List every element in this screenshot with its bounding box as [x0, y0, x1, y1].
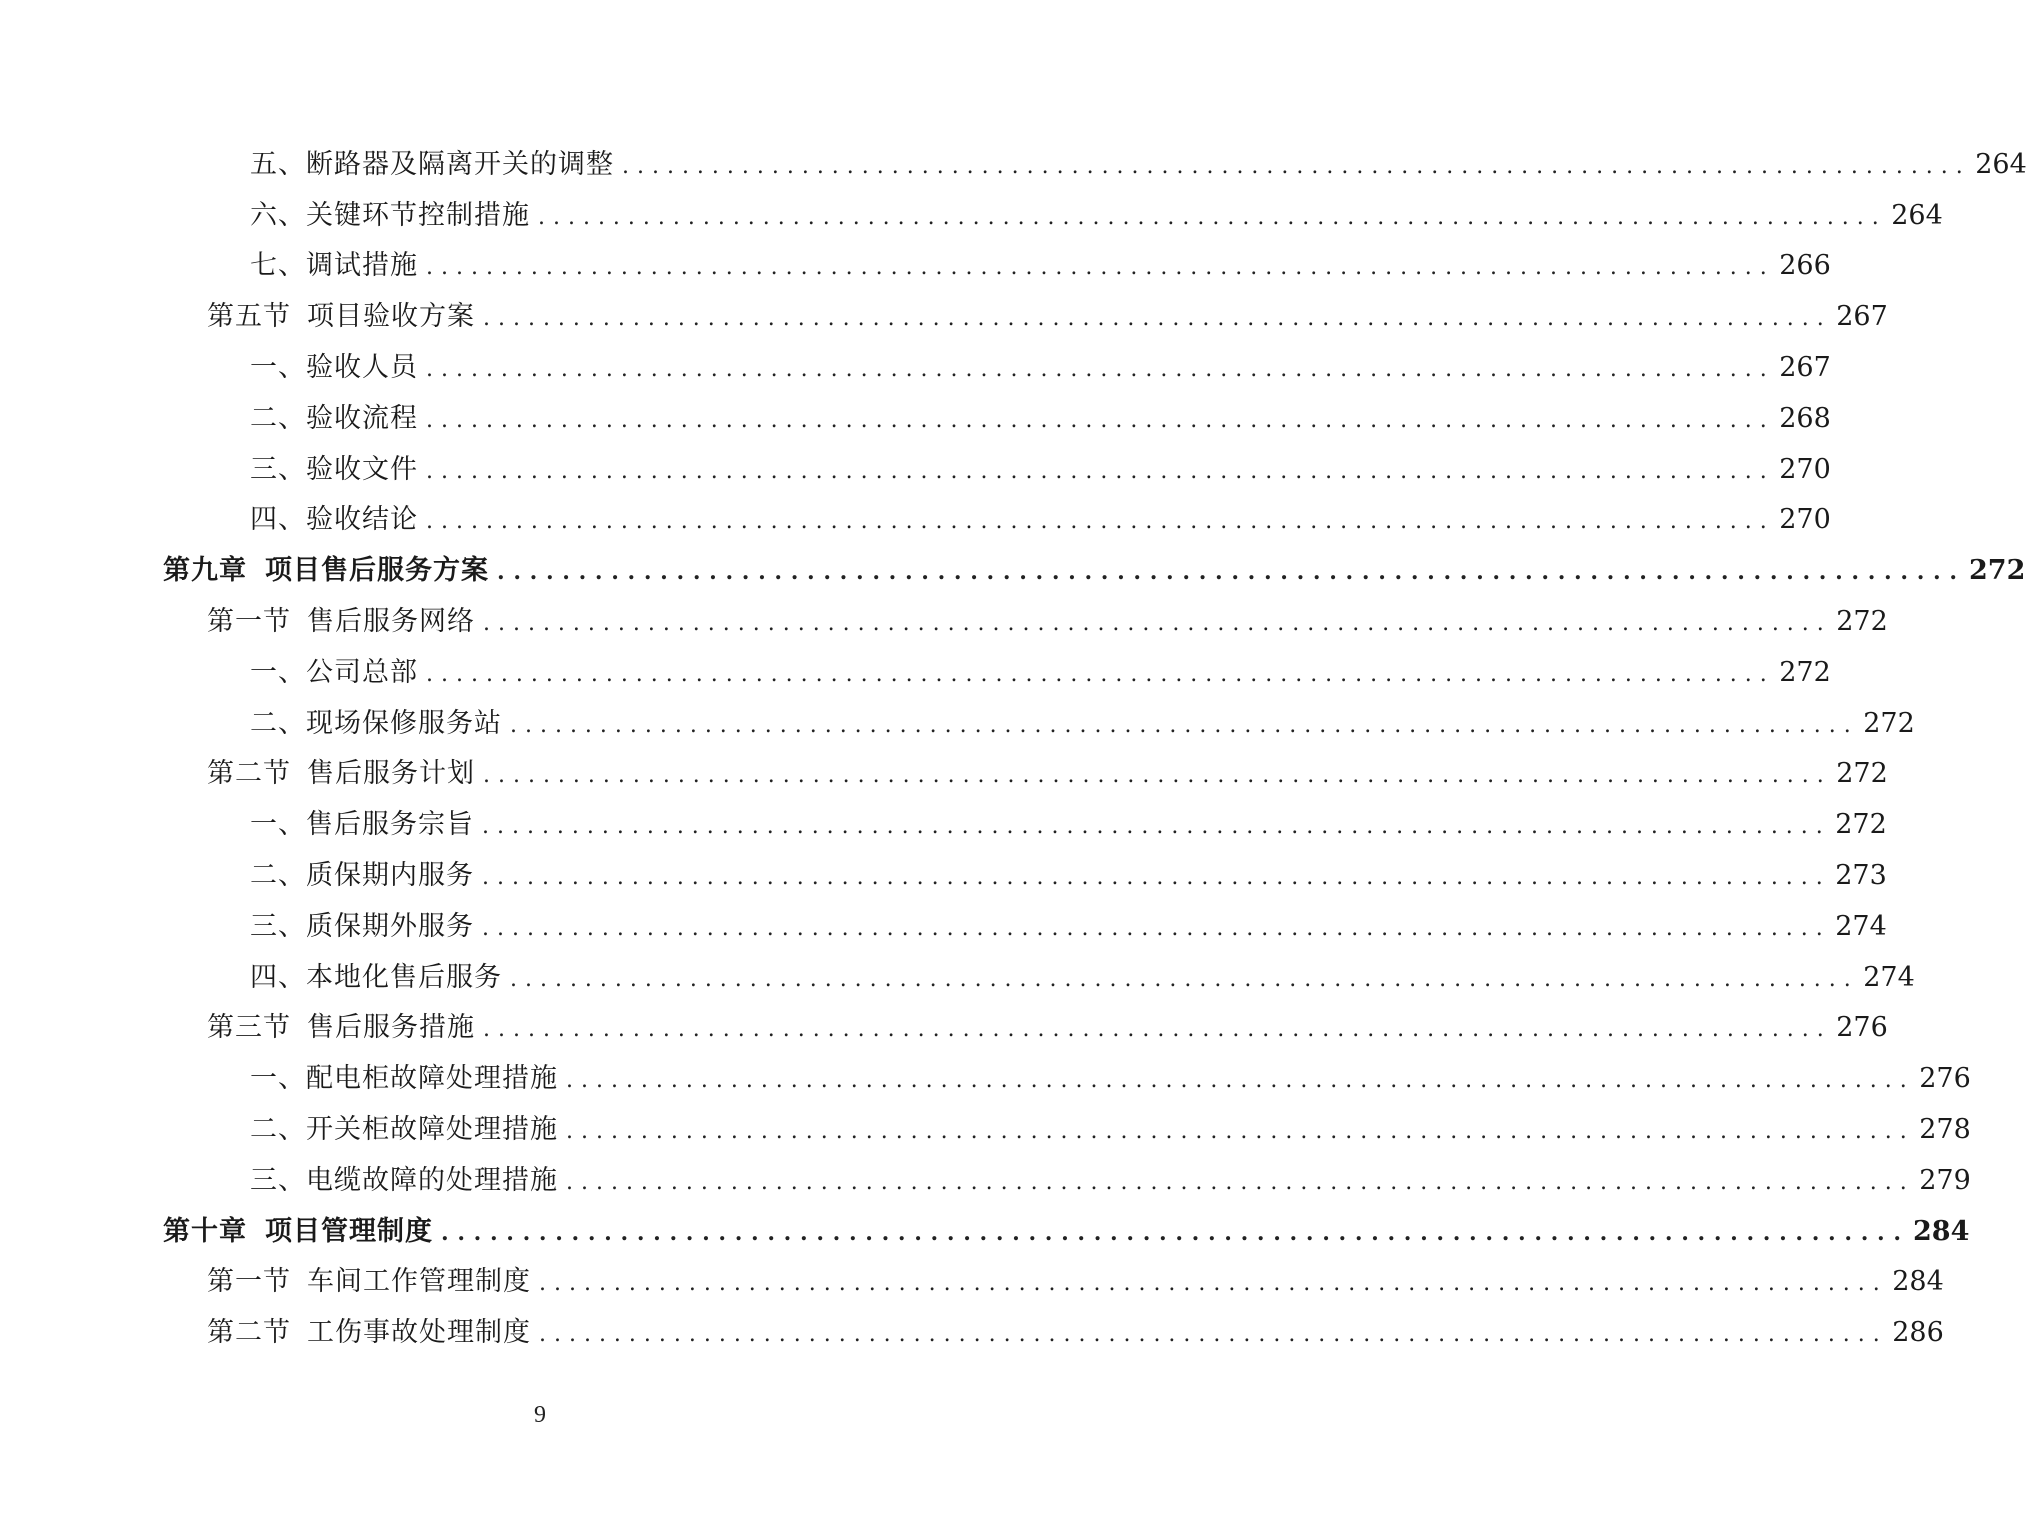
- toc-entry-page: 266: [1779, 250, 1831, 282]
- toc-entry[interactable]: [0, 238, 1831, 289]
- toc-entry-number: 六、: [250, 199, 306, 231]
- toc-entry[interactable]: [0, 339, 1831, 390]
- toc-entry-number: 四、: [250, 504, 306, 536]
- toc-entry-title: [207, 599, 475, 638]
- toc-entry-page: 273: [1835, 860, 1887, 892]
- toc-entry-name: 质保期外服务: [306, 910, 474, 942]
- toc-entry-name: 车间工作管理制度: [307, 1266, 531, 1298]
- toc-entry-page: 276: [1919, 1063, 1971, 1095]
- toc-entry-title: [250, 802, 474, 841]
- toc-entry-name: 项目售后服务方案: [265, 555, 489, 587]
- toc-entry[interactable]: [0, 746, 1888, 797]
- dot-leader: [510, 967, 1851, 992]
- toc-entry-name: 开关柜故障处理措施: [306, 1114, 558, 1146]
- toc-entry-number: 第二节: [207, 758, 291, 790]
- page-number: 9: [534, 1402, 546, 1428]
- toc-entry-name: 公司总部: [306, 656, 418, 688]
- toc-entry-number: 一、: [250, 352, 306, 384]
- toc-entry-number: 一、: [250, 1063, 306, 1095]
- toc-entry-name: 工伤事故处理制度: [307, 1317, 531, 1349]
- toc-chapter-entry[interactable]: [0, 542, 2026, 593]
- dot-leader: [539, 1271, 1880, 1296]
- toc-entry-title: [250, 853, 474, 892]
- dot-leader: [483, 1017, 1824, 1042]
- toc-entry-title: [163, 1209, 433, 1248]
- toc-entry-page: 278: [1919, 1114, 1971, 1146]
- toc-entry-page: 272: [1836, 758, 1888, 790]
- toc-entry[interactable]: [0, 644, 1831, 695]
- toc-entry-name: 断路器及隔离开关的调整: [306, 148, 614, 180]
- toc-entry-number: 二、: [250, 860, 306, 892]
- dot-leader: [566, 1068, 1907, 1093]
- toc-entry-title: [250, 904, 474, 943]
- toc-entry-page: 284: [1892, 1266, 1944, 1298]
- toc-entry[interactable]: [0, 1304, 1944, 1355]
- toc-entry-number: 二、: [250, 402, 306, 434]
- toc-entry[interactable]: [0, 187, 1943, 238]
- toc-entry-number: 二、: [250, 1114, 306, 1146]
- toc-entry-name: 配电柜故障处理措施: [306, 1063, 558, 1095]
- toc-entry-number: 第九章: [163, 555, 247, 587]
- dot-leader: [426, 509, 1767, 534]
- toc-entry-title: [250, 650, 418, 689]
- toc-entry-page: 267: [1779, 352, 1831, 384]
- toc-entry[interactable]: [0, 796, 1887, 847]
- toc-entry-page: 264: [1891, 199, 1943, 231]
- dot-leader: [482, 865, 1823, 890]
- toc-entry-number: 五、: [250, 148, 306, 180]
- toc-entry-name: 验收人员: [306, 352, 418, 384]
- toc-entry-title: [250, 193, 530, 232]
- toc-entry-number: 一、: [250, 656, 306, 688]
- toc-entry-name: 售后服务计划: [307, 758, 475, 790]
- toc-entry-title: [250, 142, 614, 181]
- toc-entry[interactable]: [0, 898, 1887, 949]
- dot-leader: [482, 814, 1823, 839]
- toc-entry-number: 三、: [250, 453, 306, 485]
- toc-entry-title: [250, 1107, 558, 1146]
- toc-entry-page: 267: [1836, 301, 1888, 333]
- toc-entry-number: 四、: [250, 961, 306, 993]
- toc-entry[interactable]: [0, 847, 1887, 898]
- toc-entry-name: 现场保修服务站: [306, 707, 502, 739]
- table-of-contents: [0, 136, 2027, 1355]
- toc-entry-name: 项目管理制度: [265, 1215, 433, 1247]
- toc-entry-number: 第十章: [163, 1215, 247, 1247]
- toc-entry-title: [207, 1005, 475, 1044]
- toc-entry[interactable]: [0, 492, 1831, 543]
- toc-entry-page: 264: [1975, 148, 2027, 180]
- toc-entry-page: 270: [1779, 453, 1831, 485]
- toc-chapter-entry[interactable]: [0, 1203, 1970, 1254]
- dot-leader: [441, 1220, 1901, 1246]
- toc-entry-number: 一、: [250, 809, 306, 841]
- toc-entry-name: 项目验收方案: [307, 301, 475, 333]
- toc-entry-name: 电缆故障的处理措施: [306, 1164, 558, 1196]
- toc-entry-page: 272: [1969, 555, 2026, 587]
- dot-leader: [539, 1322, 1880, 1347]
- toc-entry-name: 本地化售后服务: [306, 961, 502, 993]
- toc-entry-title: [207, 1259, 531, 1298]
- toc-entry-title: [207, 1310, 531, 1349]
- dot-leader: [622, 154, 1963, 179]
- dot-leader: [483, 611, 1824, 636]
- toc-entry-page: 284: [1913, 1215, 1970, 1247]
- toc-entry-number: 三、: [250, 1164, 306, 1196]
- toc-entry-name: 验收结论: [306, 504, 418, 536]
- toc-entry-title: [250, 396, 418, 435]
- toc-entry-title: [207, 294, 475, 333]
- toc-entry-name: 关键环节控制措施: [306, 199, 530, 231]
- toc-entry-number: 第三节: [207, 1012, 291, 1044]
- toc-entry[interactable]: [0, 288, 1888, 339]
- toc-entry-number: 第一节: [207, 1266, 291, 1298]
- toc-entry-title: [207, 751, 475, 790]
- dot-leader: [566, 1119, 1907, 1144]
- toc-entry-title: [250, 955, 502, 994]
- toc-entry[interactable]: [0, 136, 2027, 187]
- toc-entry-name: 售后服务网络: [307, 606, 475, 638]
- dot-leader: [510, 713, 1851, 738]
- toc-entry-title: [250, 497, 418, 536]
- toc-entry-page: 272: [1863, 707, 1915, 739]
- dot-leader: [483, 306, 1824, 331]
- dot-leader: [426, 662, 1767, 687]
- toc-entry-page: 268: [1779, 402, 1831, 434]
- toc-entry-page: 272: [1835, 809, 1887, 841]
- toc-entry-name: 验收文件: [306, 453, 418, 485]
- toc-entry-number: 第五节: [207, 301, 291, 333]
- toc-entry-name: 调试措施: [306, 250, 418, 282]
- toc-entry-title: [163, 548, 489, 587]
- toc-entry-name: 验收流程: [306, 402, 418, 434]
- toc-entry-number: 七、: [250, 250, 306, 282]
- toc-entry[interactable]: [0, 1152, 1971, 1203]
- toc-entry-number: 二、: [250, 707, 306, 739]
- dot-leader: [426, 408, 1767, 433]
- dot-leader: [497, 559, 1957, 585]
- toc-entry-page: 274: [1835, 910, 1887, 942]
- toc-entry-page: 272: [1836, 606, 1888, 638]
- toc-entry-title: [250, 447, 418, 486]
- dot-leader: [483, 763, 1824, 788]
- toc-entry-number: 第一节: [207, 606, 291, 638]
- toc-entry[interactable]: [0, 390, 1831, 441]
- toc-entry-number: 第二节: [207, 1317, 291, 1349]
- toc-entry[interactable]: [0, 1101, 1971, 1152]
- toc-entry-title: [250, 701, 502, 740]
- toc-entry[interactable]: [0, 1050, 1971, 1101]
- dot-leader: [538, 205, 1879, 230]
- toc-entry-page: 286: [1892, 1317, 1944, 1349]
- toc-entry-page: 276: [1836, 1012, 1888, 1044]
- toc-entry-number: 三、: [250, 910, 306, 942]
- toc-entry-name: 质保期内服务: [306, 860, 474, 892]
- toc-entry[interactable]: [0, 441, 1831, 492]
- toc-entry[interactable]: [0, 949, 1915, 1000]
- toc-entry[interactable]: [0, 1000, 1888, 1051]
- toc-entry-title: [250, 243, 418, 282]
- toc-entry-name: 售后服务宗旨: [306, 809, 474, 841]
- dot-leader: [426, 357, 1767, 382]
- toc-entry-page: 270: [1779, 504, 1831, 536]
- toc-entry-page: 272: [1779, 656, 1831, 688]
- toc-entry[interactable]: [0, 695, 1915, 746]
- dot-leader: [482, 916, 1823, 941]
- dot-leader: [566, 1170, 1907, 1195]
- dot-leader: [426, 255, 1767, 280]
- toc-entry-page: 279: [1919, 1164, 1971, 1196]
- toc-entry[interactable]: [0, 1254, 1944, 1305]
- toc-entry-title: [250, 1056, 558, 1095]
- toc-entry[interactable]: [0, 593, 1888, 644]
- toc-entry-name: 售后服务措施: [307, 1012, 475, 1044]
- toc-entry-page: 274: [1863, 961, 1915, 993]
- toc-entry-title: [250, 1158, 558, 1197]
- dot-leader: [426, 459, 1767, 484]
- toc-entry-title: [250, 345, 418, 384]
